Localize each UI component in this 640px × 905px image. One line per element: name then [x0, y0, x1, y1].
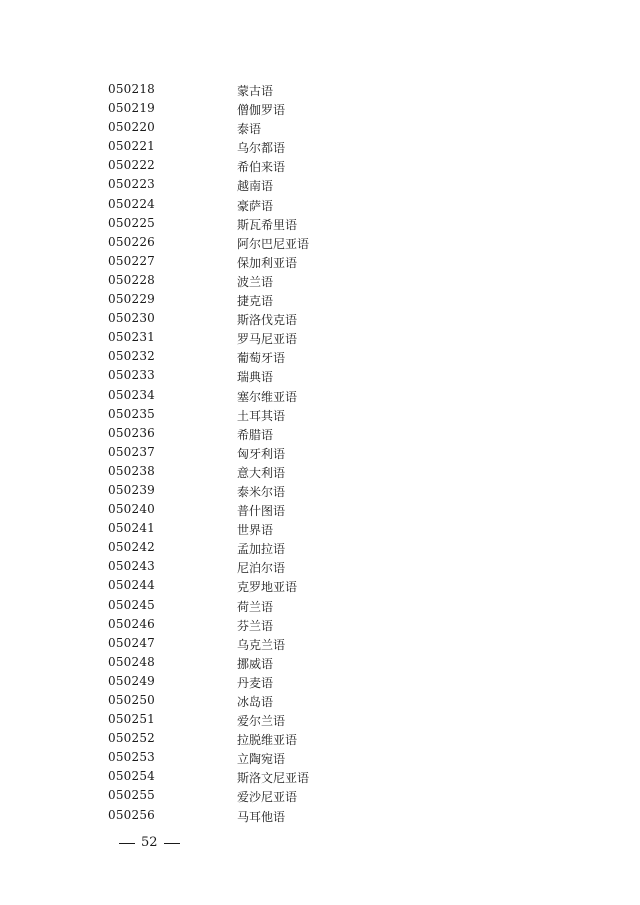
major-name: 土耳其语	[237, 408, 286, 423]
list-item	[108, 175, 528, 194]
list-item	[108, 519, 528, 538]
major-name: 希腊语	[237, 427, 274, 442]
major-name: 意大利语	[237, 465, 286, 480]
list-item	[108, 328, 528, 347]
major-name: 希伯来语	[237, 160, 286, 175]
major-name: 尼泊尔语	[237, 561, 286, 576]
list-item	[108, 233, 528, 252]
major-code: 050245	[108, 597, 156, 612]
major-name: 斯洛文尼亚语	[237, 771, 310, 786]
list-item	[108, 691, 528, 710]
major-name: 克罗地亚语	[237, 580, 298, 595]
major-name: 罗马尼亚语	[237, 332, 298, 347]
major-code: 050228	[108, 272, 156, 287]
list-item	[108, 137, 528, 156]
list-item	[108, 557, 528, 576]
major-code: 050252	[108, 731, 156, 746]
major-name: 马耳他语	[237, 809, 286, 824]
list-item	[108, 462, 528, 481]
list-item	[108, 786, 528, 805]
major-code: 050234	[108, 387, 156, 402]
major-name: 孟加拉语	[237, 542, 286, 557]
major-code: 050250	[108, 693, 156, 707]
major-code: 050222	[108, 158, 156, 173]
major-code: 050231	[108, 330, 156, 345]
list-item	[108, 672, 528, 691]
major-name: 捷克语	[237, 294, 274, 309]
major-code-list	[108, 80, 528, 825]
list-item	[108, 290, 528, 309]
major-code: 050230	[108, 311, 156, 326]
list-item	[108, 481, 528, 500]
list-item	[108, 443, 528, 462]
major-code: 050238	[108, 463, 156, 478]
list-item	[108, 405, 528, 424]
list-item	[108, 576, 528, 595]
major-code: 050221	[108, 139, 156, 154]
major-name: 泰米尔语	[237, 484, 286, 499]
major-name: 瑞典语	[237, 370, 274, 385]
major-code: 050243	[108, 559, 156, 574]
major-code: 050248	[108, 654, 156, 669]
major-name: 丹麦语	[237, 675, 274, 690]
major-code: 050220	[108, 120, 156, 135]
list-item	[108, 118, 528, 137]
list-item	[108, 615, 528, 634]
major-code: 050239	[108, 482, 156, 497]
list-item	[108, 252, 528, 271]
list-item	[108, 710, 528, 729]
major-code: 050242	[108, 540, 156, 555]
major-name: 匈牙利语	[237, 446, 286, 461]
list-item	[108, 195, 528, 214]
list-item	[108, 156, 528, 175]
list-item	[108, 271, 528, 290]
major-name: 阿尔巴尼亚语	[237, 236, 310, 251]
major-name: 挪威语	[237, 656, 274, 671]
major-name: 斯洛伐克语	[237, 313, 298, 328]
major-code: 050229	[108, 292, 156, 307]
major-code: 050254	[108, 769, 156, 784]
list-item	[108, 653, 528, 672]
major-code: 050253	[108, 750, 156, 765]
list-item	[108, 634, 528, 653]
major-code: 050236	[108, 425, 156, 440]
major-code: 050237	[108, 444, 156, 459]
list-item	[108, 500, 528, 519]
major-name: 普什图语	[237, 504, 286, 519]
list-item	[108, 347, 528, 366]
page-number: 52	[141, 835, 158, 850]
major-code: 050223	[108, 177, 156, 192]
major-code: 050232	[108, 349, 156, 364]
major-name: 乌尔都语	[237, 141, 286, 156]
list-item	[108, 748, 528, 767]
list-item	[108, 424, 528, 443]
list-item	[108, 366, 528, 385]
major-code: 050235	[108, 406, 156, 421]
major-code: 050226	[108, 234, 156, 249]
major-name: 拉脱维亚语	[237, 733, 298, 748]
major-code: 050233	[108, 368, 156, 383]
major-name: 波兰语	[237, 274, 274, 289]
list-item	[108, 80, 528, 99]
major-name: 冰岛语	[237, 695, 274, 709]
list-item	[108, 214, 528, 233]
footer-dash-left	[119, 843, 135, 844]
major-code: 050251	[108, 712, 156, 727]
list-item	[108, 99, 528, 118]
list-item	[108, 806, 528, 825]
major-name: 世界语	[237, 523, 274, 538]
major-code: 050246	[108, 616, 156, 631]
major-code: 050249	[108, 673, 156, 688]
major-name: 荷兰语	[237, 599, 274, 614]
major-name: 爱沙尼亚语	[237, 790, 298, 805]
major-name: 豪萨语	[237, 198, 274, 213]
major-code: 050219	[108, 101, 156, 116]
major-name: 乌克兰语	[237, 637, 286, 652]
major-name: 芬兰语	[237, 618, 274, 633]
major-code: 050241	[108, 521, 156, 536]
list-item	[108, 729, 528, 748]
major-name: 保加利亚语	[237, 255, 298, 270]
list-item	[108, 386, 528, 405]
major-name: 爱尔兰语	[237, 714, 286, 729]
list-item	[108, 309, 528, 328]
major-code: 050255	[108, 788, 156, 803]
major-code: 050218	[108, 82, 156, 96]
major-code: 050256	[108, 807, 156, 822]
major-name: 塞尔维亚语	[237, 389, 298, 404]
list-item	[108, 596, 528, 615]
major-code: 050225	[108, 215, 156, 230]
major-code: 050240	[108, 502, 156, 517]
major-name: 泰语	[237, 122, 262, 137]
major-code: 050227	[108, 253, 156, 268]
list-item	[108, 538, 528, 557]
major-name: 僧伽罗语	[237, 103, 286, 118]
major-name: 越南语	[237, 179, 274, 194]
major-code: 050244	[108, 578, 156, 593]
page-footer	[119, 834, 180, 852]
major-name: 立陶宛语	[237, 752, 286, 767]
major-code: 050247	[108, 635, 156, 650]
footer-dash-right	[164, 843, 180, 844]
list-item	[108, 767, 528, 786]
major-name: 蒙古语	[237, 84, 274, 98]
major-name: 斯瓦希里语	[237, 217, 298, 232]
major-name: 葡萄牙语	[237, 351, 286, 366]
major-code: 050224	[108, 196, 156, 211]
